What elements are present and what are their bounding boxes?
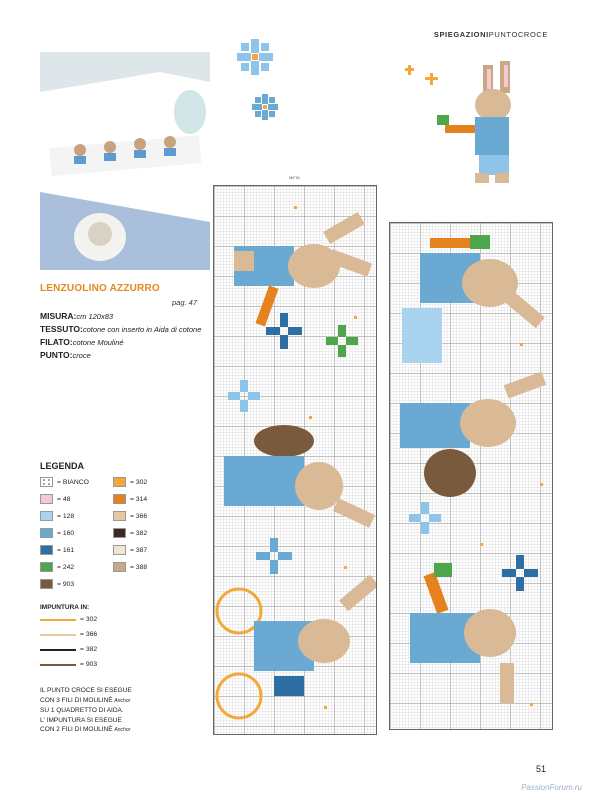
backstitch-item: = 302 (40, 616, 97, 623)
cross-stitch-chart-right (389, 222, 553, 730)
note-line: IL PUNTO CROCE SI ESEGUE (40, 687, 132, 694)
project-info (40, 310, 210, 362)
project-title: LENZUOLINO AZZURRO (40, 283, 160, 294)
color-swatch (40, 579, 53, 589)
info-stitch: PUNTO:croce (40, 350, 91, 360)
product-photo (40, 52, 210, 270)
legend-item: = 128 (40, 511, 89, 521)
legend-item: = 161 (40, 545, 89, 555)
color-swatch (113, 528, 126, 538)
color-swatch (40, 477, 53, 487)
legend-item: = 48 (40, 494, 89, 504)
legend-item: = 314 (113, 494, 147, 504)
backstitch-item: = 903 (40, 661, 97, 668)
note-line: L' IMPUNTURA SI ESEGUE (40, 716, 122, 724)
color-swatch (113, 511, 126, 521)
legend-item: = 387 (113, 545, 147, 555)
legend-left-column (40, 477, 89, 596)
center-mark-label: META (289, 175, 300, 180)
color-swatch (113, 477, 126, 487)
legend-right-column (113, 477, 147, 579)
color-swatch (113, 494, 126, 504)
legend-item: = 382 (113, 528, 147, 538)
section-title: SPIEGAZIONI (433, 30, 489, 39)
cross-stitch-chart-left (213, 185, 377, 735)
chart-motifs-left (214, 186, 376, 734)
backstitch-line (40, 634, 76, 636)
info-size: MISURA:cm 120x83 (40, 311, 114, 321)
color-swatch (40, 511, 53, 521)
legend-item: = 903 (40, 579, 89, 589)
bunny-with-carrot-decoration (405, 55, 525, 190)
legend-item: = 302 (113, 477, 147, 487)
info-fabric: TESSUTO:cotone con inserto in Aida di cotone (40, 324, 202, 334)
info-thread: FILATO:cotone Mouliné (40, 337, 124, 347)
color-swatch (113, 562, 126, 572)
stitch-note (40, 686, 210, 736)
section-subtitle: PUNTOCROCE (488, 30, 548, 39)
note-line: CON 3 FILI DI MOULINÈ Anchor (40, 696, 131, 704)
legend-item: = 160 (40, 528, 89, 538)
backstitch-item: = 366 (40, 631, 97, 638)
backstitch-line (40, 664, 76, 666)
backstitch-line (40, 649, 76, 651)
legend-item: = 388 (113, 562, 147, 572)
section-header (434, 30, 548, 39)
color-swatch (113, 545, 126, 555)
legend-item: = 242 (40, 562, 89, 572)
flower-decoration (225, 35, 295, 135)
backstitch-item: = 382 (40, 646, 97, 653)
legend-item: = BIANCO (40, 477, 89, 487)
backstitch-line (40, 619, 76, 621)
chart-motifs-right (390, 223, 552, 729)
legend-title: LEGENDA (40, 461, 85, 471)
legend-item: = 366 (113, 511, 147, 521)
color-swatch (40, 545, 53, 555)
page-number: 51 (536, 764, 547, 774)
note-line: CON 2 FILI DI MOULINÈ Anchor (40, 726, 131, 733)
color-swatch (40, 562, 53, 572)
note-line: SU 1 QUADRETTO DI AIDA. (40, 707, 124, 714)
backstitch-title: IMPUNTURA IN: (40, 604, 90, 611)
color-swatch (40, 494, 53, 504)
page-reference: pag. 47 (172, 298, 198, 307)
color-swatch (40, 528, 53, 538)
watermark: PassionForum.ru (521, 783, 582, 792)
